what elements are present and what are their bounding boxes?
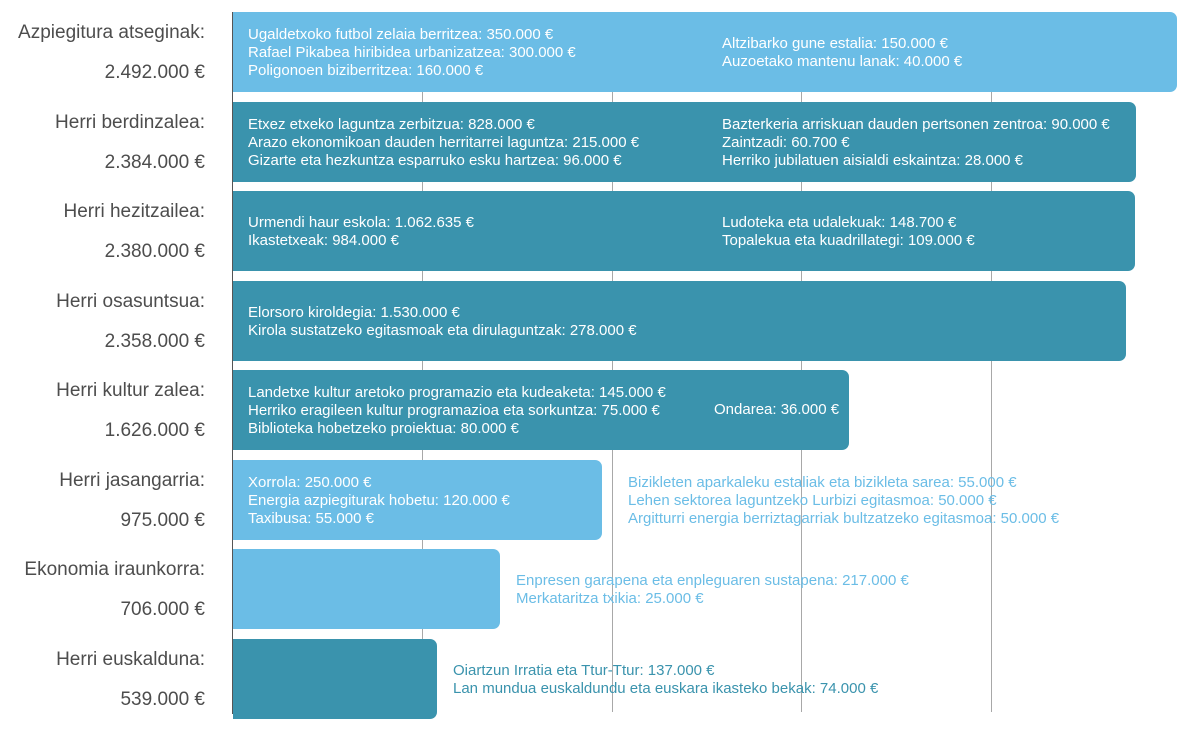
bar-item: Biblioteka hobetzeko proiektua: 80.000 € — [248, 420, 520, 437]
category-label: Herri osasuntsua: — [56, 291, 205, 312]
bar-item-list — [248, 304, 637, 340]
bar-item: Lehen sektorea laguntzeko Lurbizi egitasmoa: 50.000 € — [628, 492, 997, 509]
bar-item: Urmendi haur eskola: 1.062.635 € — [248, 214, 474, 231]
bar-item: Xorrola: 250.000 € — [248, 474, 372, 491]
bar-item-list — [722, 35, 962, 71]
bar-item: Enpresen garapena eta enpleguaren sustapena: 217.000 € — [516, 572, 909, 589]
category-total: 539.000 € — [120, 689, 205, 710]
category-label: Ekonomia iraunkorra: — [24, 559, 205, 580]
bar-item: Kirola sustatzeko egitasmoak eta dirulaguntzak: 278.000 € — [248, 322, 637, 339]
bar-item: Oiartzun Irratia eta Ttur-Ttur: 137.000 € — [453, 662, 715, 679]
bar-item: Auzoetako mantenu lanak: 40.000 € — [722, 53, 963, 70]
bar-item: Argitturri energia berriztagarriak bultzatzeko egitasmoa: 50.000 € — [628, 510, 1060, 527]
category-total: 1.626.000 € — [104, 420, 205, 441]
bar-item: Merkataritza txikia: 25.000 € — [516, 590, 704, 607]
bar-item: Herriko eragileen kultur programazioa eta sorkuntza: 75.000 € — [248, 402, 660, 419]
bar-item: Energia azpiegiturak hobetu: 120.000 € — [248, 492, 510, 509]
category-label: Herri kultur zalea: — [56, 380, 205, 401]
category-total: 975.000 € — [120, 510, 205, 531]
bar-item: Ludoteka eta udalekuak: 148.700 € — [722, 214, 957, 231]
bar-item: Lan mundua euskaldundu eta euskara ikasteko bekak: 74.000 € — [453, 680, 879, 697]
bar-item: Rafael Pikabea hiribidea urbanizatzea: 300.000 € — [248, 44, 576, 61]
category-label: Azpiegitura atseginak: — [18, 22, 205, 43]
bar-item: Ugaldetxoko futbol zelaia berritzea: 350.000 € — [248, 26, 554, 43]
bar-item: Arazo ekonomikoan dauden herritarrei laguntza: 215.000 € — [248, 134, 640, 151]
bar-item: Zaintzadi: 60.700 € — [722, 134, 850, 151]
bar-item: Herriko jubilatuen aisialdi eskaintza: 28.000 € — [722, 152, 1024, 169]
bar-item-list — [722, 116, 1110, 170]
category-total: 706.000 € — [120, 599, 205, 620]
bar-item-list — [453, 662, 878, 698]
bar-item: Gizarte eta hezkuntza esparruko esku hartzea: 96.000 € — [248, 152, 622, 169]
bar-item-list — [248, 474, 510, 528]
bar-item: Landetxe kultur aretoko programazio eta kudeaketa: 145.000 € — [248, 384, 666, 401]
bar-item-list — [722, 214, 975, 250]
bar-item-list — [628, 474, 1059, 528]
category-label: Herri hezitzailea: — [63, 201, 205, 222]
bar-item: Elorsoro kiroldegia: 1.530.000 € — [248, 304, 460, 321]
category-total: 2.358.000 € — [104, 331, 205, 352]
bar-item-list — [248, 384, 666, 438]
bar — [233, 549, 500, 629]
bar-item: Topalekua eta kuadrillategi: 109.000 € — [722, 232, 975, 249]
y-axis-line — [232, 12, 233, 714]
category-label: Herri berdinzalea: — [55, 112, 205, 133]
bar-item-list — [516, 572, 909, 608]
bar-item: Taxibusa: 55.000 € — [248, 510, 374, 527]
category-total: 2.492.000 € — [104, 62, 205, 83]
category-total: 2.384.000 € — [104, 152, 205, 173]
bar — [233, 639, 437, 719]
bar-item: Ondarea: 36.000 € — [714, 401, 840, 418]
bar-item: Etxez etxeko laguntza zerbitzua: 828.000 € — [248, 116, 535, 133]
bar-item: Altzibarko gune estalia: 150.000 € — [722, 35, 948, 52]
bar-item-list — [248, 116, 639, 170]
category-label: Herri jasangarria: — [59, 470, 205, 491]
bar-item-list — [248, 26, 576, 80]
bar-item-list — [248, 214, 474, 250]
bar-item: Bazterkeria arriskuan dauden pertsonen zentroa: 90.000 € — [722, 116, 1110, 133]
bar-item-list — [714, 401, 839, 419]
bar-item: Poligonoen biziberritzea: 160.000 € — [248, 62, 484, 79]
bar-item: Ikastetxeak: 984.000 € — [248, 232, 399, 249]
bar-item: Bizikleten aparkaleku estaliak eta bizikleta sarea: 55.000 € — [628, 474, 1017, 491]
category-total: 2.380.000 € — [104, 241, 205, 262]
category-label: Herri euskalduna: — [56, 649, 205, 670]
